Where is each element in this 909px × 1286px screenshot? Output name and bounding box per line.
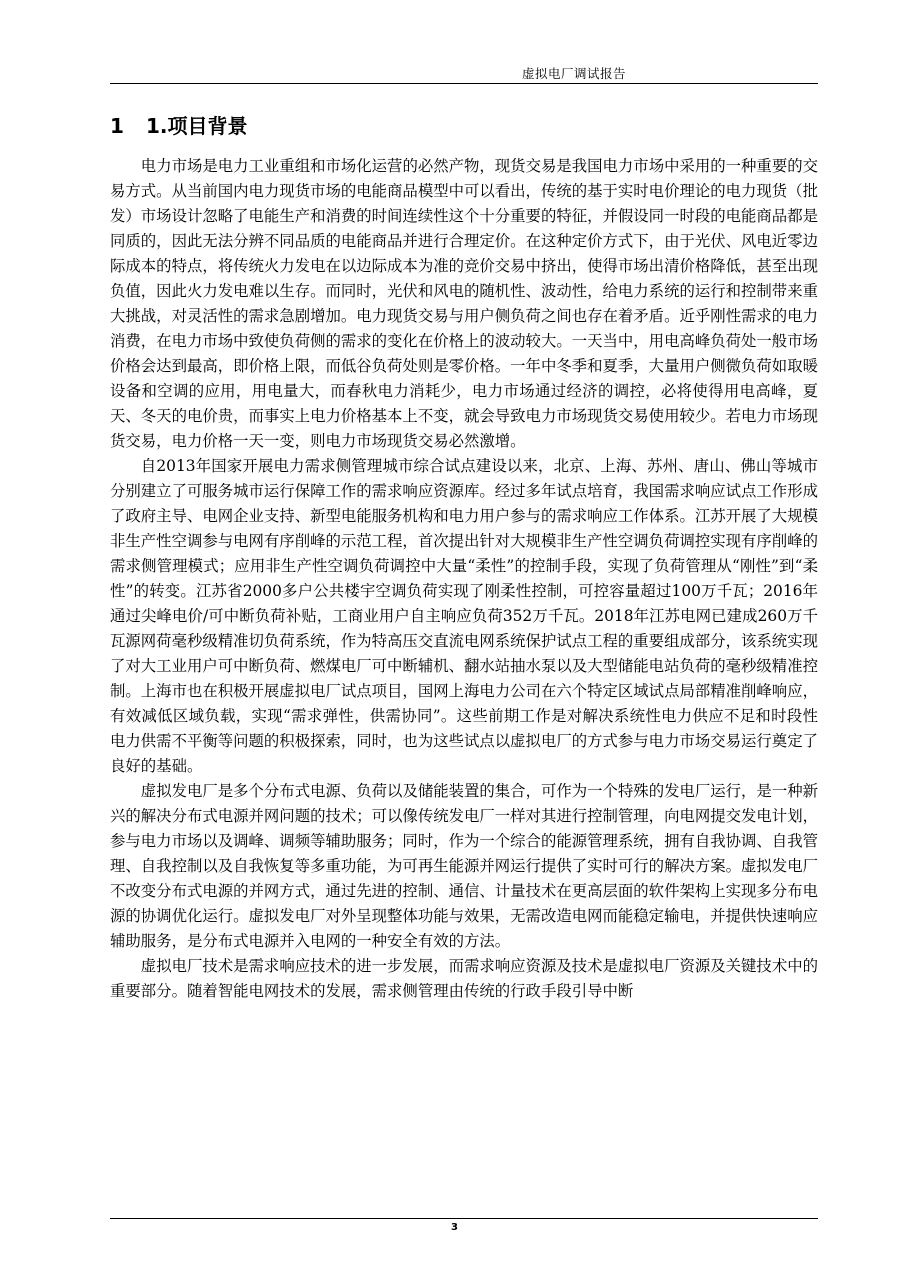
- paragraph: 电力市场是电力工业重组和市场化运营的必然产物，现货交易是我国电力市场中采用的一种重要的交易方式。从当前国内电力现货市场的电能商品模型中可以看出，传统的基于实时电价理论的电力现货（批发）市场设计忽略了电能生产和消费的时间连续性这个十分重要的特征，并假设同一时段的电能商品都是同质的，因此无法分辨不同品质的电能商品并进行合理定价。在这种定价方式下，由于光伏、风电近零边际成本的特点，将传统火力发电在以边际成本为准的竞价交易中挤出，使得市场出清价格降低，甚至出现负值，因此火力发电难以生存。而同时，光伏和风电的随机性、波动性，给电力系统的运行和控制带来重大挑战，对灵活性的需求急剧增加。电力现货交易与用户侧负荷之间也存在着矛盾。近乎刚性需求的电力消费，在电力市场中致使负荷侧的需求的变化在价格上的波动较大。一天当中，用电高峰负荷处一般市场价格会达到最高，即价格上限，而低谷负荷处则是零价格。一年中冬季和夏季，大量用户侧微负荷如取暖设备和空调的应用，用电量大，而春秋电力消耗少，电力市场通过经济的调控，必将使得用电高峰，夏天、冬天的电价贵，而事实上电力价格基本上不变，就会导致电力市场现货交易使用较少。若电力市场现货交易，电力价格一天一变，则电力市场现货交易必然激增。: [110, 157, 818, 450]
- page-number: 3: [451, 1222, 458, 1233]
- section-title: 1.项目背景: [146, 114, 248, 138]
- running-header: 虚拟电厂调试报告: [522, 66, 627, 81]
- paragraph: 虚拟电厂技术是需求响应技术的进一步发展，而需求响应资源及技术是虚拟电厂资源及关键技术中的重要部分。随着智能电网技术的发展，需求侧管理由传统的行政手段引导中断: [110, 957, 818, 1000]
- section-number: 1: [110, 114, 124, 138]
- paragraph: 自2013年国家开展电力需求侧管理城市综合试点建设以来，北京、上海、苏州、唐山、佛山等城市分别建立了可服务城市运行保障工作的需求响应资源库。经过多年试点培育，我国需求响应试点工作形成了政府主导、电网企业支持、新型电能服务机构和电力用户参与的需求响应工作体系。江苏开展了大规模非生产性空调参与电网有序削峰的示范工程，首次提出针对大规模非生产性空调负荷调控实现有序削峰的需求侧管理模式；应用非生产性空调负荷调控中大量“柔性”的控制手段，实现了负荷管理从“刚性”到“柔性”的转变。江苏省2000多户公共楼宇空调负荷实现了刚柔性控制，可控容量超过100万千瓦；2016年通过尖峰电价/可中断负荷补贴，工商业用户自主响应负荷352万千瓦。2018年江苏电网已建成260万千瓦源网荷毫秒级精准切负荷系统，作为特高压交直流电网系统保护试点工程的重要组成部分，该系统实现了对大工业用户可中断负荷、燃煤电厂可中断辅机、翻水站抽水泵以及大型储能电站负荷的毫秒级精准控制。上海市也在积极开展虚拟电厂试点项目，国网上海电力公司在六个特定区域试点局部精准削峰响应，有效减低区域负载，实现“需求弹性，供需协同”。这些前期工作是对解决系统性电力供应不足和时段性电力供需不平衡等问题的积极探索，同时，也为这些试点以虚拟电厂的方式参与电力市场交易运行奠定了良好的基础。: [110, 457, 818, 775]
- header-divider: [110, 83, 818, 84]
- section-heading: [110, 113, 248, 139]
- body-text: [110, 154, 818, 1004]
- paragraph: 虚拟发电厂是多个分布式电源、负荷以及储能装置的集合，可作为一个特殊的发电厂运行，是一种新兴的解决分布式电源并网问题的技术；可以像传统发电厂一样对其进行控制管理，向电网提交发电计划，参与电力市场以及调峰、调频等辅助服务；同时，作为一个综合的能源管理系统，拥有自我协调、自我管理、自我控制以及自我恢复等多重功能，为可再生能源并网运行提供了实时可行的解决方案。虚拟发电厂不改变分布式电源的并网方式，通过先进的控制、通信、计量技术在更高层面的软件架构上实现多分布电源的协调优化运行。虚拟发电厂对外呈现整体功能与效果，无需改造电网而能稳定输电，并提供快速响应辅助服务，是分布式电源并入电网的一种安全有效的方法。: [110, 782, 818, 950]
- footer-divider: [110, 1218, 818, 1219]
